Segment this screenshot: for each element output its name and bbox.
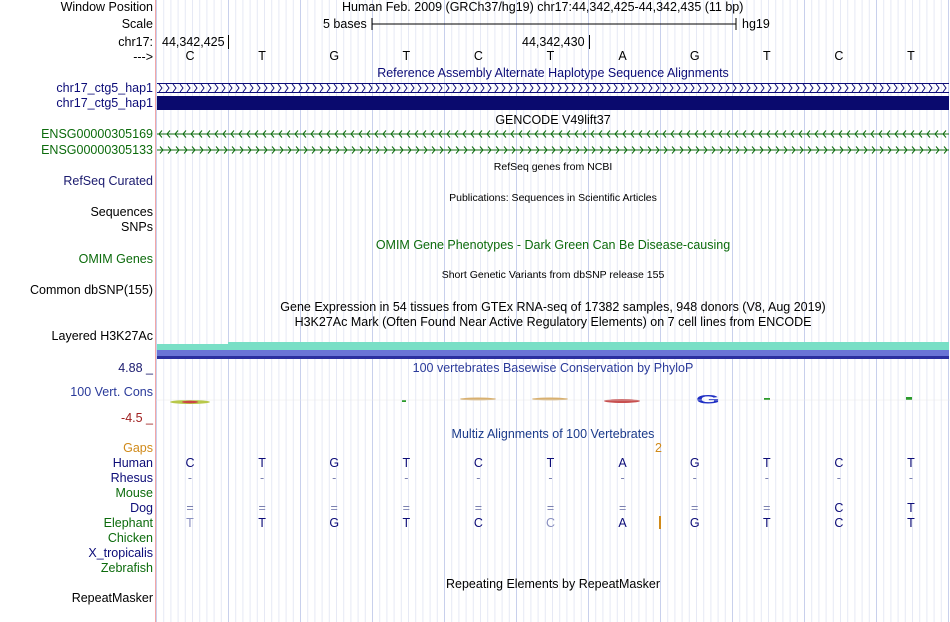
aligned-base: - [187, 471, 193, 485]
aligned-base: C [473, 456, 483, 470]
omim-track-title[interactable]: OMIM Gene Phenotypes - Dark Green Can Be Disease-causing [375, 238, 731, 252]
aligned-base: - [764, 471, 769, 485]
aligned-base: = [763, 501, 771, 515]
aligned-base: T [402, 456, 411, 470]
gap-marker [659, 516, 661, 529]
aligned-base: = [258, 501, 266, 515]
chrom-label[interactable]: chr17: [118, 35, 153, 49]
aligned-base: G [329, 516, 340, 530]
aligned-base: - [620, 471, 625, 485]
species-label-human[interactable]: Human [112, 456, 153, 470]
h3k27-signal [228, 342, 949, 350]
aligned-base: T [402, 516, 411, 530]
dbsnp-label[interactable]: Common dbSNP(155) [30, 283, 153, 297]
aligned-base: = [402, 501, 410, 515]
aligned-base: T [907, 456, 915, 470]
aligned-base: T [762, 516, 771, 530]
snps-label[interactable]: SNPs [121, 220, 153, 234]
pubs-track-title[interactable]: Publications: Sequences in Scientific Articles [449, 192, 657, 204]
ref-base: C [473, 49, 483, 63]
aligned-base: = [474, 501, 483, 515]
aligned-base: - [908, 471, 914, 485]
aligned-base: C [834, 516, 844, 530]
ref-base: C [185, 49, 195, 63]
aligned-base: A [618, 516, 627, 530]
dbsnp-track-title[interactable]: Short Genetic Variants from dbSNP release 155 [441, 269, 665, 281]
repeat-label[interactable]: RepeatMasker [71, 591, 153, 605]
gap-count: 2 [655, 441, 662, 455]
gtex-track-title[interactable]: Gene Expression in 54 tissues from GTEx RNA-seq of 17382 samples, 948 donors (V8, Aug 2019) [280, 300, 826, 314]
coord-mid-tick [589, 35, 590, 49]
cons-track-title[interactable]: 100 vertebrates Basewise Conservation by PhyloP [412, 361, 694, 375]
hap2-alignment-block[interactable] [157, 96, 949, 110]
aligned-base: G [689, 456, 700, 470]
aligned-base: = [546, 501, 555, 515]
haplotype-track-title[interactable]: Reference Assembly Alternate Haplotype Sequence Alignments [377, 66, 729, 80]
aligned-base: C [545, 516, 556, 530]
aligned-base: T [907, 501, 915, 515]
sequences-label[interactable]: Sequences [90, 205, 153, 219]
gencode-track-title[interactable]: GENCODE V49lift37 [495, 113, 611, 127]
aligned-base: C [473, 516, 483, 530]
aligned-base: T [546, 456, 555, 470]
ref-base: A [618, 49, 627, 63]
coord-start-tick [228, 35, 229, 49]
aligned-base: = [691, 501, 699, 515]
aligned-base: T [762, 456, 771, 470]
aligned-base: - [476, 471, 481, 485]
ref-base: T [907, 49, 915, 63]
scale-value: 5 bases [323, 17, 367, 31]
aligned-base: - [548, 471, 553, 485]
gene1-feature[interactable] [157, 129, 949, 139]
cons-label[interactable]: 100 Vert. Cons [70, 385, 153, 399]
svg-text:G: G [696, 392, 720, 407]
aligned-base: = [618, 501, 627, 515]
aligned-base: G [329, 456, 340, 470]
aligned-base: G [689, 516, 700, 530]
aligned-base: - [692, 471, 697, 485]
cons-max-label: 4.88 _ [118, 361, 153, 375]
species-label-elephant[interactable]: Elephant [103, 516, 153, 530]
repeat-track-title[interactable]: Repeating Elements by RepeatMasker [445, 577, 660, 591]
scale-bar [370, 16, 740, 32]
hap1-label[interactable]: chr17_ctg5_hap1 [56, 81, 153, 95]
gene1-label[interactable]: ENSG00000305169 [41, 127, 153, 141]
aligned-base: T [907, 516, 915, 530]
species-label-chicken[interactable]: Chicken [107, 531, 153, 545]
aligned-base: - [260, 471, 265, 485]
window-position-label[interactable]: Window Position [60, 0, 153, 14]
ref-base: G [329, 49, 340, 63]
species-label-x_tropicalis[interactable]: X_tropicalis [88, 546, 153, 560]
omim-label[interactable]: OMIM Genes [78, 252, 153, 266]
ref-base: T [546, 49, 555, 63]
aligned-base: - [404, 471, 409, 485]
aligned-base: C [185, 456, 195, 470]
species-label-mouse[interactable]: Mouse [115, 486, 153, 500]
aligned-base: T [186, 516, 194, 530]
aligned-base: - [836, 471, 841, 485]
ref-base: T [258, 49, 266, 63]
cons-min-label: -4.5 _ [121, 411, 153, 425]
ref-base: C [834, 49, 844, 63]
aligned-base: = [186, 501, 194, 515]
ref-base: G [689, 49, 700, 63]
coord-start: 44,342,425 [162, 35, 225, 49]
h3k27-signal-layer3 [157, 356, 949, 359]
species-label-zebrafish[interactable]: Zebrafish [100, 561, 153, 575]
refseq-label[interactable]: RefSeq Curated [63, 174, 153, 188]
aligned-base: C [834, 456, 844, 470]
species-label-rhesus[interactable]: Rhesus [110, 471, 153, 485]
ref-base: T [402, 49, 411, 63]
refseq-track-title[interactable]: RefSeq genes from NCBI [493, 161, 613, 173]
strand-label[interactable]: ---> [133, 50, 153, 64]
hap1-alignment[interactable] [157, 83, 949, 93]
aligned-base: T [258, 456, 266, 470]
aligned-base: - [332, 471, 337, 485]
scale-label[interactable]: Scale [121, 17, 153, 31]
ref-base: T [762, 49, 771, 63]
coord-mid: 44,342,430 [522, 35, 585, 49]
aligned-base: C [834, 501, 844, 515]
gaps-label[interactable]: Gaps [123, 441, 153, 455]
cons-logo-plot [156, 386, 950, 410]
gene2-feature[interactable] [157, 145, 949, 155]
species-label-dog[interactable]: Dog [130, 501, 153, 515]
window-position-value: Human Feb. 2009 (GRCh37/hg19) chr17:44,342,425-44,342,435 (11 bp) [342, 0, 744, 14]
aligned-base: = [330, 501, 338, 515]
gene2-label[interactable]: ENSG00000305133 [41, 143, 153, 157]
aligned-base: A [618, 456, 627, 470]
hap2-label[interactable]: chr17_ctg5_hap1 [56, 96, 153, 110]
scale-assembly: hg19 [742, 17, 770, 31]
h3k27-label[interactable]: Layered H3K27Ac [51, 329, 153, 343]
h3k27-track-title[interactable]: H3K27Ac Mark (Often Found Near Active Regulatory Elements) on 7 cell lines from ENCODE [294, 315, 812, 329]
aligned-base: T [258, 516, 266, 530]
multiz-track-title[interactable]: Multiz Alignments of 100 Vertebrates [451, 427, 655, 441]
